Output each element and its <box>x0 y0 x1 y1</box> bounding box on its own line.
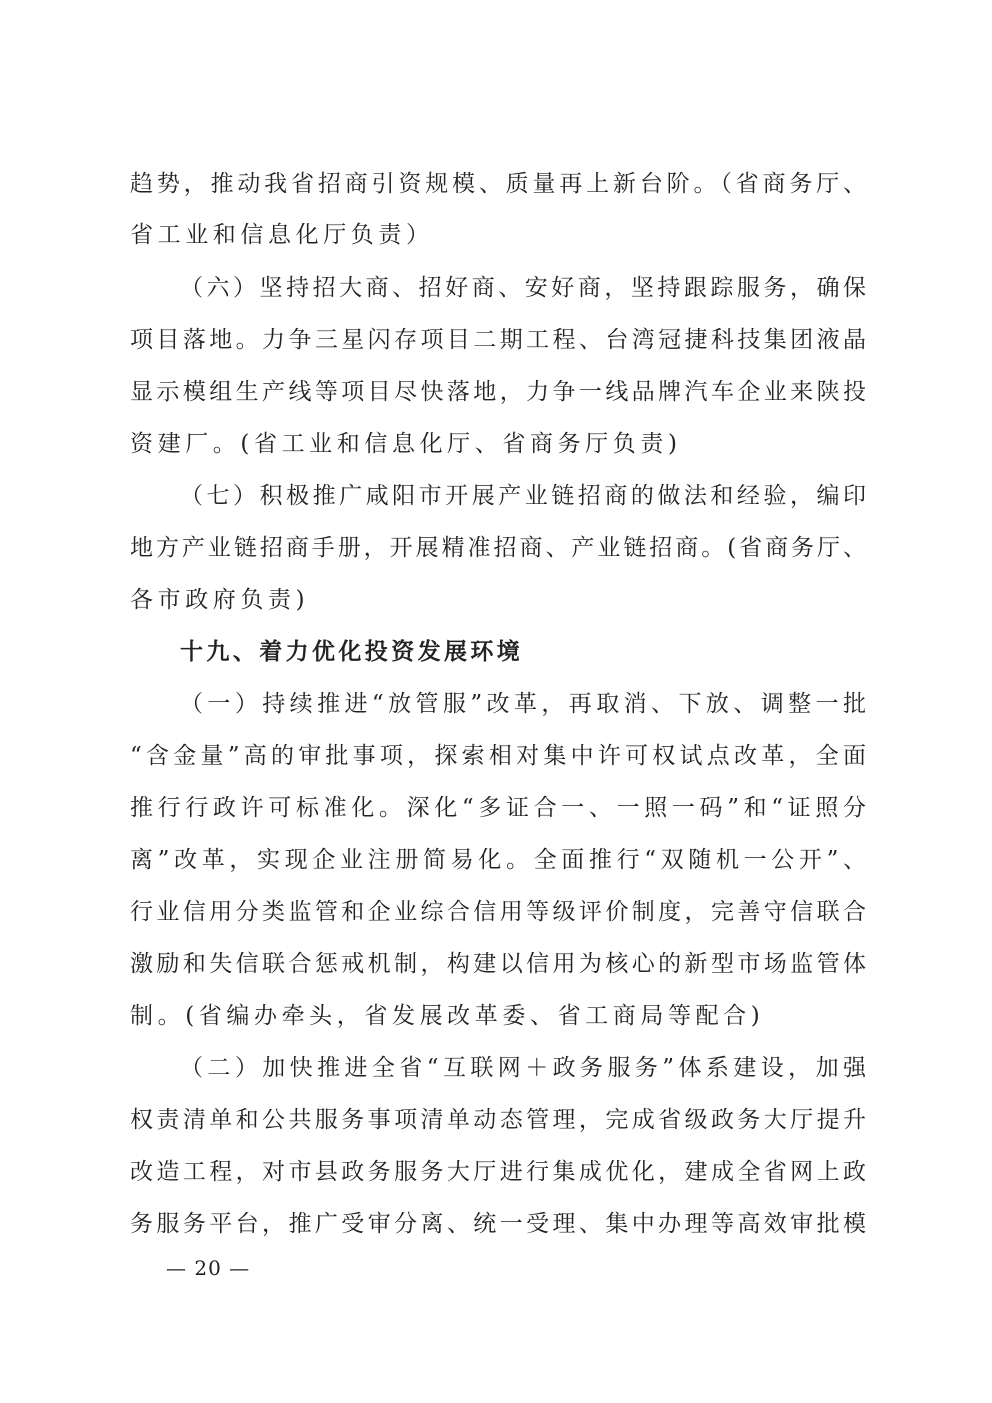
text-line: 资建厂。(省工业和信息化厅、省商务厅负责) <box>130 431 682 457</box>
page-number: — 20 — <box>166 1256 251 1280</box>
text-line: 权责清单和公共服务事项清单动态管理，完成省级政务大厅提升 <box>130 1107 866 1133</box>
section-heading: 十九、着力优化投资发展环境 <box>180 639 524 665</box>
text-line: 趋势，推动我省招商引资规模、质量再上新台阶。（省商务厅、 <box>130 171 866 197</box>
text-line: 省工业和信息化厅负责） <box>130 222 434 248</box>
text-line: （二）加快推进全省“互联网＋政务服务”体系建设，加强 <box>180 1055 866 1081</box>
text-line: 地方产业链招商手册，开展精准招商、产业链招商。(省商务厅、 <box>130 535 866 561</box>
text-line: 项目落地。力争三星闪存项目二期工程、台湾冠捷科技集团液晶 <box>130 327 866 353</box>
text-line: 改造工程，对市县政务服务大厅进行集成优化，建成全省网上政 <box>130 1159 866 1185</box>
text-line: 务服务平台，推广受审分离、统一受理、集中办理等高效审批模 <box>130 1211 866 1237</box>
text-line: 制。(省编办牵头，省发展改革委、省工商局等配合) <box>130 1003 765 1029</box>
text-line: 行业信用分类监管和企业综合信用等级评价制度，完善守信联合 <box>130 899 866 925</box>
text-line: 推行行政许可标准化。深化“多证合一、一照一码”和“证照分 <box>130 795 866 821</box>
text-line: 显示模组生产线等项目尽快落地，力争一线品牌汽车企业来陕投 <box>130 379 866 405</box>
text-line: 各市政府负责) <box>130 587 310 613</box>
text-line: “含金量”高的审批事项，探索相对集中许可权试点改革，全面 <box>130 743 866 769</box>
text-line: 离”改革，实现企业注册简易化。全面推行“双随机一公开”、 <box>130 847 866 873</box>
text-line: （七）积极推广咸阳市开展产业链招商的做法和经验，编印 <box>180 483 866 509</box>
text-line: 激励和失信联合惩戒机制，构建以信用为核心的新型市场监管体 <box>130 951 866 977</box>
text-line: （六）坚持招大商、招好商、安好商，坚持跟踪服务，确保 <box>180 275 866 301</box>
text-line: （一）持续推进“放管服”改革，再取消、下放、调整一批 <box>180 691 866 717</box>
